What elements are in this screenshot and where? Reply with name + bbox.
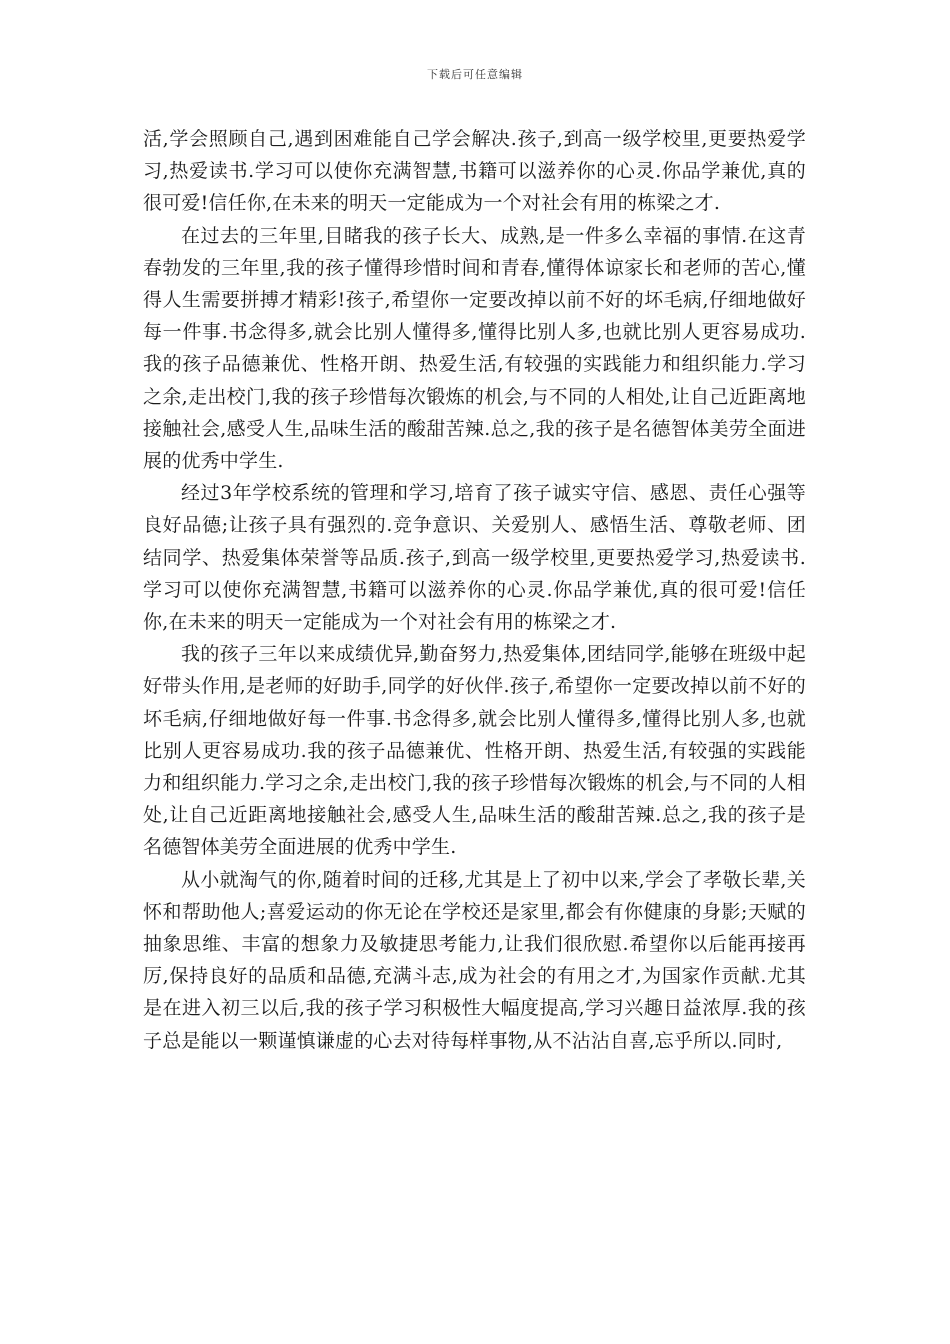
page-header: 下载后可任意编辑 [427,68,523,81]
paragraph: 我的孩子三年以来成绩优异,勤奋努力,热爱集体,团结同学,能够在班级中起好带头作用,是老师的好助手,同学的好伙伴.孩子,希望你一定要改掉以前不好的坏毛病,仔细地做好每一件事.书念得多,就会比别人懂得多,懂得比别人多,也就比别人更容易成功.我的孩子品德兼优、性格开朗、热爱生活,有较强的实践能力和组织能力.学习之余,走出校门,我的孩子珍惜每次锻炼的机会,与不同的人相处,让自己近距离地接触社会,感受人生,品味生活的酸甜苦辣.总之,我的孩子是名德智体美劳全面进展的优秀中学生. [143,643,806,859]
paragraph: 经过3年学校系统的管理和学习,培育了孩子诚实守信、感恩、责任心强等良好品德;让孩子具有强烈的.竞争意识、关爱别人、感悟生活、尊敬老师、团结同学、热爱集体荣誉等品质.孩子,到高一级学校里,更要热爱学习,热爱读书.学习可以使你充满智慧,书籍可以滋养你的心灵.你品学兼优,真的很可爱!信任你,在未来的明天一定能成为一个对社会有用的栋梁之才. [143,482,806,634]
paragraph-continued: 活,学会照顾自己,遇到困难能自己学会解决.孩子,到高一级学校里,更要热爱学习,热爱读书.学习可以使你充满智慧,书籍可以滋养你的心灵.你品学兼优,真的很可爱!信任你,在未来的明天一定能成为一个对社会有用的栋梁之才. [143,128,806,215]
paragraph: 在过去的三年里,目睹我的孩子长大、成熟,是一件多么幸福的事情.在这青春勃发的三年里,我的孩子懂得珍惜时间和青春,懂得体谅家长和老师的苦心,懂得人生需要拼搏才精彩!孩子,希望你一定要改掉以前不好的坏毛病,仔细地做好每一件事.书念得多,就会比别人懂得多,懂得比别人多,也就比别人更容易成功.我的孩子品德兼优、性格开朗、热爱生活,有较强的实践能力和组织能力.学习之余,走出校门,我的孩子珍惜每次锻炼的机会,与不同的人相处,让自己近距离地接触社会,感受人生,品味生活的酸甜苦辣.总之,我的孩子是名德智体美劳全面进展的优秀中学生. [143,224,806,473]
paragraph: 从小就淘气的你,随着时间的迁移,尤其是上了初中以来,学会了孝敬长辈,关怀和帮助他人;喜爱运动的你无论在学校还是家里,都会有你健康的身影;天赋的抽象思维、丰富的想象力及敏捷思考能力,让我们很欣慰.希望你以后能再接再厉,保持良好的品质和品德,充满斗志,成为社会的有用之才,为国家作贡献.尤其是在进入初三以后,我的孩子学习积极性大幅度提高,学习兴趣日益浓厚.我的孩子总是能以一颗谨慎谦虚的心去对待每样事物,从不沾沾自喜,忘乎所以.同时, [143,868,806,1052]
document-body [143,123,806,1057]
